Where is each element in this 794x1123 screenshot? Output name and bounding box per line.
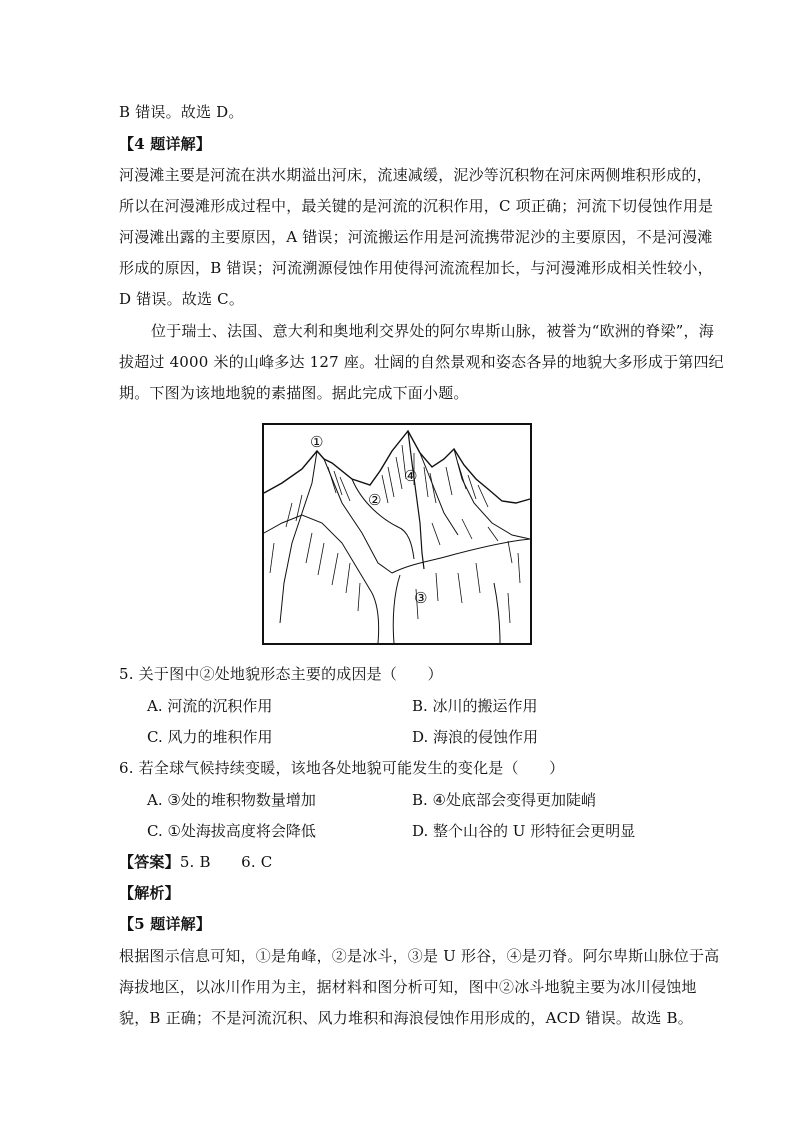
mountain-sketch (262, 423, 532, 645)
text-line: 貌，B 正确；不是河流沉积、风力堆积和海浪侵蚀作用形成的，ACD 错误。故选 B。 (119, 1009, 693, 1027)
answer-line (119, 852, 272, 872)
text-line: B 错误。故选 D。 (119, 103, 244, 121)
passage-line: 期。下图为该地地貌的素描图。据此完成下面小题。 (119, 384, 469, 402)
q6-option-c: C. ①处海拔高度将会降低 (147, 822, 316, 840)
analysis-label: 【解析】 (119, 884, 180, 902)
q6-option-b: B. ④处底部会变得更加陡峭 (412, 791, 597, 809)
text-line: 海拔地区，以冰川作用为主，据材料和图分析可知，图中②冰斗地貌主要为冰川侵蚀地 (119, 978, 697, 996)
text-line: 形成的原因，B 错误；河流溯源侵蚀作用使得河流流程加长，与河漫滩形成相关性较小， (119, 259, 713, 277)
answer-label: 【答案】 (119, 853, 180, 871)
figure-label-4: ④ (404, 467, 418, 485)
text-line: 所以在河漫滩形成过程中，最关键的是河流的沉积作用，C 项正确；河流下切侵蚀作用是 (119, 197, 714, 215)
text-line: 根据图示信息可知，①是角峰，②是冰斗，③是 U 形谷，④是刃脊。阿尔卑斯山脉位于高 (119, 947, 720, 965)
answer-text: 5. B 6. C (179, 853, 273, 871)
text-line: 河漫滩出露的主要原因，A 错误；河流搬运作用是河流携带泥沙的主要原因，不是河漫滩 (119, 228, 713, 246)
text-line: 河漫滩主要是河流在洪水期溢出河床，流速减缓，泥沙等沉积物在河床两侧堆积形成的， (119, 166, 712, 184)
q5-option-d: D. 海浪的侵蚀作用 (412, 728, 539, 746)
q5-option-a: A. 河流的沉积作用 (147, 697, 273, 715)
passage-line: 拔超过 4000 米的山峰多达 127 座。壮阔的自然景观和姿态各异的地貌大多形成于第四纪 (119, 353, 724, 371)
q5-option-c: C. 风力的堆积作用 (147, 728, 273, 746)
q6-option-a: A. ③处的堆积物数量增加 (147, 791, 316, 809)
question-5-stem: 5. 关于图中②处地貌形态主要的成因是（ ） (119, 665, 443, 683)
figure-label-1: ① (310, 433, 324, 451)
section-heading-q5: 【5 题详解】 (119, 915, 212, 933)
section-heading-q4: 【4 题详解】 (119, 135, 212, 153)
figure-label-2: ② (368, 491, 382, 509)
passage-line: 位于瑞士、法国、意大利和奥地利交界处的阿尔卑斯山脉，被誉为“欧洲的脊梁”，海 (151, 322, 714, 340)
question-6-stem: 6. 若全球气候持续变暖，该地各处地貌可能发生的变化是（ ） (119, 759, 565, 777)
q5-option-b: B. 冰川的搬运作用 (412, 697, 538, 715)
landform-sketch-figure (262, 423, 532, 645)
q6-option-d: D. 整个山谷的 U 形特征会更明显 (412, 822, 636, 840)
figure-label-3: ③ (414, 589, 428, 607)
text-line: D 错误。故选 C。 (119, 290, 245, 308)
